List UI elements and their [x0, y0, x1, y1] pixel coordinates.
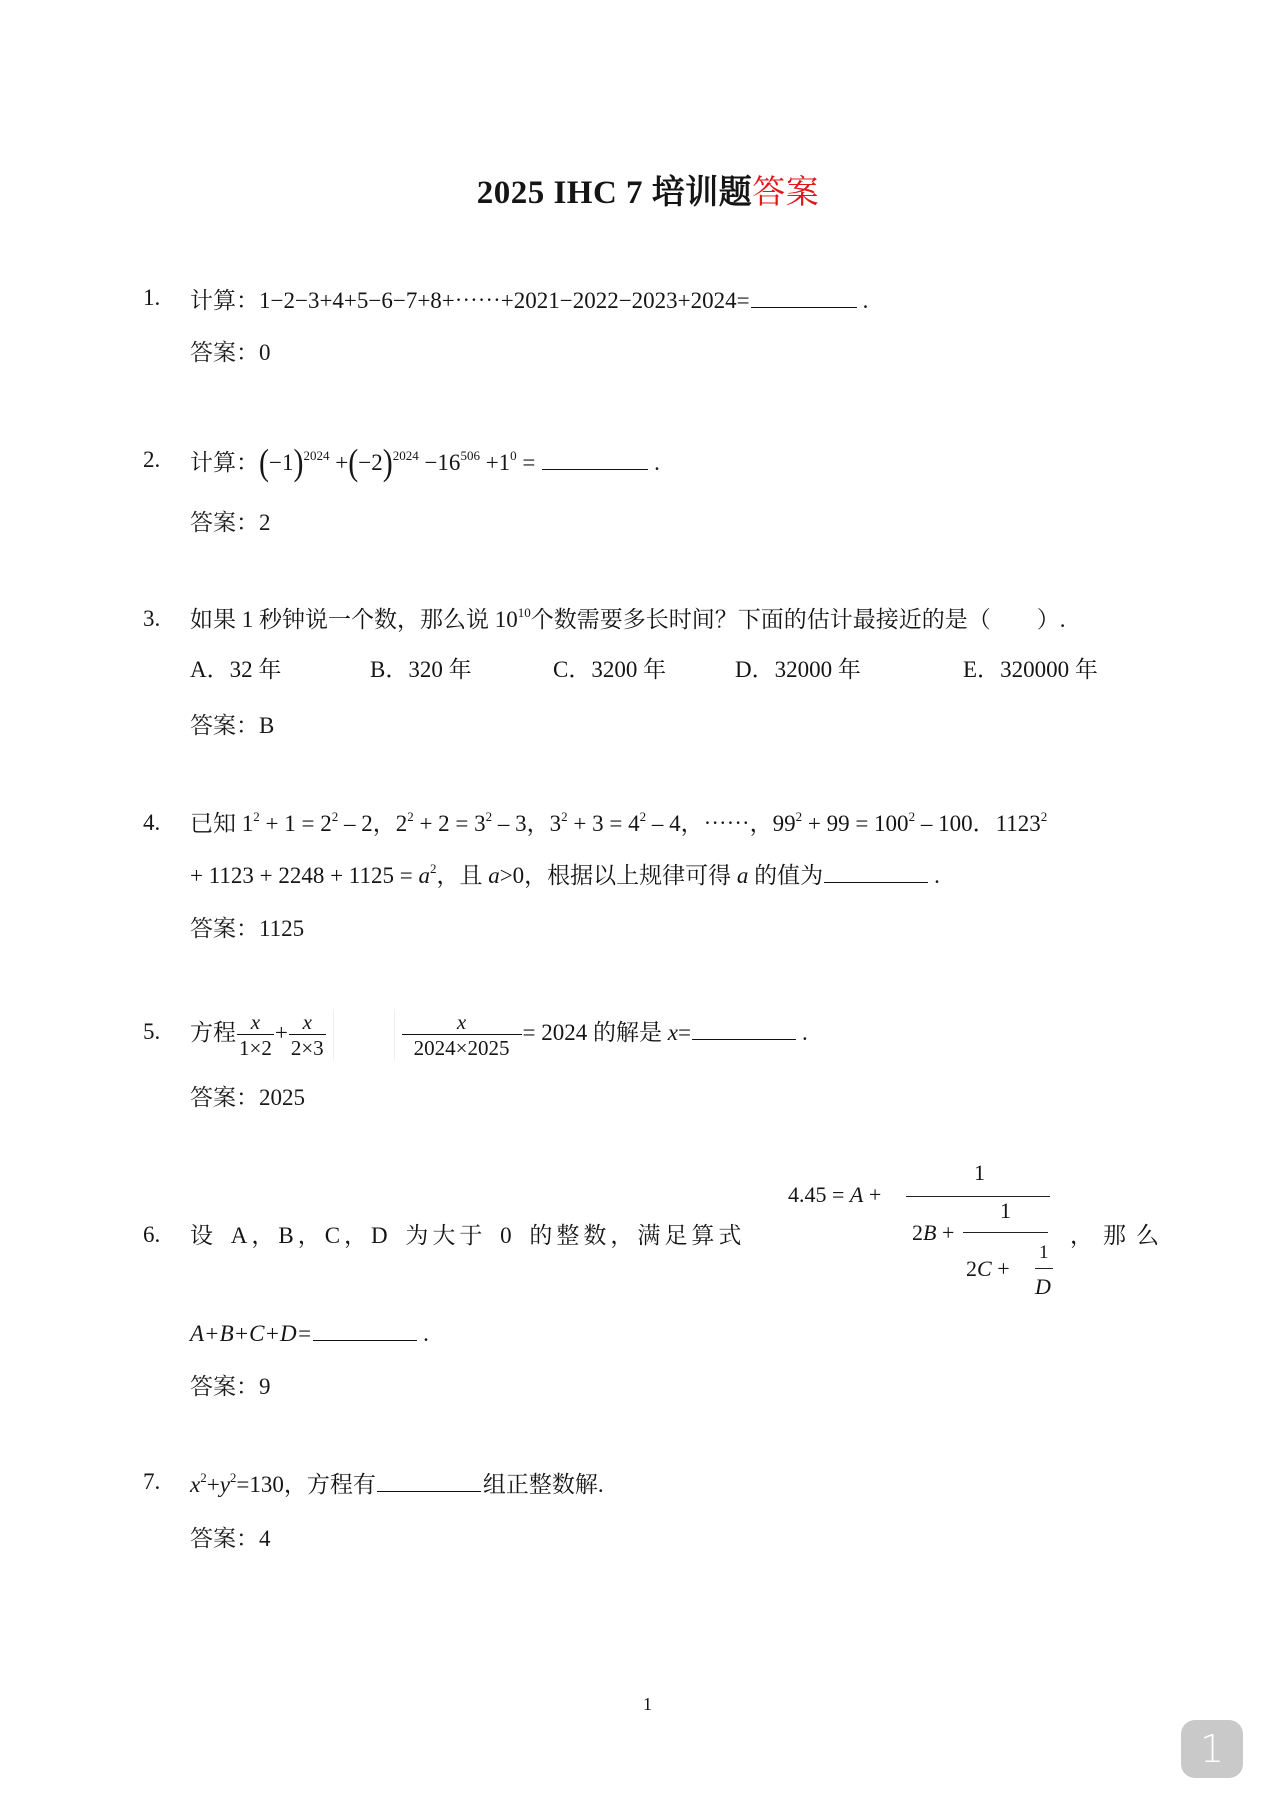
answer-label: 答案： — [190, 1526, 259, 1551]
fraction-bar — [1035, 1268, 1053, 1269]
question-number: 7. — [143, 1469, 161, 1494]
question-tail: ，那么 — [1070, 1223, 1169, 1248]
title-main: 2025 IHC 7 培训题 — [476, 175, 753, 211]
text: + 1123 + 2248 + 1125 = — [190, 863, 419, 888]
question-text-part: 如果 1 秒钟说一个数，那么说 10 — [190, 607, 518, 632]
answer-line — [190, 910, 304, 943]
answer-blank — [692, 1017, 796, 1040]
operator: + — [335, 450, 349, 475]
term: −16 — [424, 450, 461, 475]
question-number: 6. — [143, 1222, 161, 1247]
question-prefix: 方程 — [190, 1020, 236, 1045]
answer-blank — [751, 285, 857, 308]
text: ，且 — [436, 863, 489, 888]
text: – 100．1123 — [915, 811, 1041, 836]
term: +1 — [485, 450, 511, 475]
question-text-line-1 — [190, 810, 1047, 838]
exponent: 2 — [331, 809, 339, 824]
answer-line — [190, 1520, 271, 1553]
exponent: 2 — [639, 809, 647, 824]
variable: y — [219, 1472, 230, 1497]
option-value: 3200 年 — [591, 657, 667, 682]
operator: + — [274, 1020, 288, 1045]
text: 组正整数解. — [482, 1472, 604, 1497]
exponent: 2 — [561, 809, 568, 824]
option-value: 320 年 — [408, 657, 472, 682]
exponent: 506 — [460, 448, 480, 463]
question-text: 设 A，B，C，D 为大于 0 的整数，满足算式 — [190, 1223, 746, 1248]
option-value: 32 年 — [229, 657, 282, 682]
text: + 2 = 3 — [413, 811, 486, 836]
variable: A — [849, 1182, 864, 1207]
option-e — [963, 656, 1098, 684]
exponent: 2 — [1040, 809, 1048, 824]
question-number: 1. — [143, 285, 161, 310]
exponent: 2 — [429, 861, 437, 876]
answer-line — [190, 1079, 305, 1112]
cf-numerator-1: 1 — [974, 1160, 985, 1185]
question-number: 4. — [143, 810, 161, 835]
variable: a — [488, 863, 500, 888]
text: 4.45 = — [788, 1182, 850, 1207]
text: >0，根据以上规律可得 — [499, 863, 737, 888]
question-number: 5. — [143, 1019, 161, 1044]
exponent: 2024 — [303, 448, 330, 463]
numerator: x — [250, 1009, 261, 1034]
expression: A+B+C+D= — [190, 1321, 313, 1346]
question-text — [190, 285, 868, 315]
answer-blank — [542, 447, 648, 470]
fraction-bar — [906, 1196, 1050, 1197]
answer-label: 答案： — [190, 713, 259, 738]
answer-value: 9 — [259, 1374, 271, 1399]
page-number: 1 — [643, 1694, 652, 1714]
variable: a — [736, 863, 749, 888]
answer-label: 答案： — [190, 340, 259, 365]
answer-label: 答案： — [190, 1085, 259, 1110]
period: . — [423, 1321, 429, 1346]
option-value: 32000 年 — [774, 657, 861, 682]
text: – 4，⋯⋯，99 — [646, 811, 796, 836]
answer-blank — [313, 1318, 417, 1341]
operator: + — [206, 1472, 220, 1497]
question-prefix: 计算： — [190, 450, 259, 475]
question-text — [190, 1469, 604, 1499]
numerator: x — [456, 1009, 467, 1034]
cf-lhs — [788, 1182, 881, 1208]
equals: = — [522, 450, 536, 475]
exponent: 0 — [510, 448, 517, 463]
period: . — [934, 863, 940, 888]
fraction — [402, 1010, 522, 1060]
text: = 2024 的解是 — [522, 1020, 668, 1045]
cf-denominator-d: D — [1035, 1274, 1051, 1299]
question-text-line-2 — [190, 860, 940, 890]
option-value: 320000 年 — [1000, 657, 1098, 682]
operator: + — [863, 1182, 882, 1207]
exponent: 10 — [517, 605, 531, 620]
question-text: 计算：$(-1)^{2024} +(-2)^{2024} -16^{506} +1^0$ = . — [190, 441, 660, 483]
answer-value: 0 — [259, 340, 271, 365]
answer-line — [190, 504, 271, 537]
fraction — [237, 1010, 274, 1060]
question-text — [190, 1005, 808, 1061]
question-text-line-2 — [190, 1318, 429, 1348]
option-d — [735, 656, 861, 684]
numerator: x — [302, 1009, 312, 1034]
answer-line — [190, 707, 274, 740]
text: 2 — [912, 1220, 923, 1245]
text: + 1 = 2 — [259, 811, 332, 836]
cf-numerator-3: 1 — [1039, 1242, 1049, 1263]
faded-region — [333, 1009, 395, 1061]
text: 已知 1 — [190, 811, 254, 836]
answer-value: 1125 — [259, 916, 305, 941]
fraction — [289, 1010, 326, 1060]
denominator: 2×3 — [290, 1035, 324, 1060]
variable: a — [418, 863, 430, 888]
answer-blank — [377, 1469, 481, 1492]
question-expression: 1−2−3+4+5−6−7+8+⋯⋯+2021−2022−2023+2024= — [259, 288, 750, 313]
title-highlight: 答案 — [752, 175, 820, 211]
answer-label: 答案： — [190, 510, 259, 535]
term-base: −2 — [358, 450, 383, 475]
page-title — [0, 166, 1280, 213]
answer-value: 2 — [259, 510, 271, 535]
equals: = — [677, 1020, 691, 1045]
option-c — [553, 656, 666, 684]
cf-2b: 2B + — [912, 1220, 955, 1245]
text: + 99 = 100 — [802, 811, 909, 836]
answer-value: B — [259, 713, 275, 738]
option-label: B． — [370, 657, 409, 682]
text: – 3，3 — [492, 811, 562, 836]
option-b — [370, 656, 472, 684]
cf-2c: 2C + — [966, 1256, 1010, 1281]
variable: x — [190, 1472, 201, 1497]
variable: C — [977, 1256, 992, 1281]
answer-value: 2025 — [259, 1085, 305, 1110]
question-text-part: 个数需要多长时间？下面的估计最接近的是（ ）. — [530, 607, 1066, 632]
period: . — [801, 1020, 808, 1045]
fraction-bar — [963, 1232, 1048, 1233]
question-prefix: 计算： — [190, 288, 259, 313]
option-label: E． — [963, 657, 1001, 682]
page-indicator-badge[interactable]: 1 — [1181, 1720, 1243, 1778]
question-number: 3. — [143, 606, 161, 631]
variable: x — [667, 1020, 678, 1045]
text: – 2，2 — [338, 811, 408, 836]
answer-label: 答案： — [190, 916, 259, 941]
denominator: 2024×2025 — [402, 1034, 522, 1060]
exponent: 2 — [795, 809, 803, 824]
question-number: 2. — [143, 447, 161, 472]
text: 的值为 — [748, 863, 824, 888]
exponent: 2 — [253, 809, 260, 824]
term-base: −1 — [269, 450, 294, 475]
exponent: 2 — [229, 1470, 237, 1485]
exponent: 2 — [908, 809, 916, 824]
variable: B — [923, 1220, 937, 1245]
cf-numerator-2: 1 — [1000, 1198, 1011, 1223]
period: . — [654, 450, 660, 475]
text: 2 — [966, 1256, 977, 1281]
option-a — [190, 656, 281, 684]
option-label: D． — [735, 657, 775, 682]
text: + 3 = 4 — [567, 811, 640, 836]
period: . — [862, 288, 869, 313]
question-text — [190, 606, 1066, 634]
answer-blank — [824, 860, 928, 883]
exponent: 2 — [485, 809, 493, 824]
answer-line — [190, 334, 271, 367]
answer-line — [190, 1368, 271, 1401]
answer-value: 4 — [259, 1526, 271, 1551]
denominator: 1×2 — [239, 1035, 272, 1060]
exponent: 2 — [200, 1470, 207, 1485]
option-label: C． — [553, 657, 592, 682]
exponent: 2 — [407, 809, 414, 824]
answer-label: 答案： — [190, 1374, 259, 1399]
text: =130，方程有 — [236, 1472, 376, 1497]
option-label: A． — [190, 657, 230, 682]
exponent: 2024 — [392, 448, 419, 463]
